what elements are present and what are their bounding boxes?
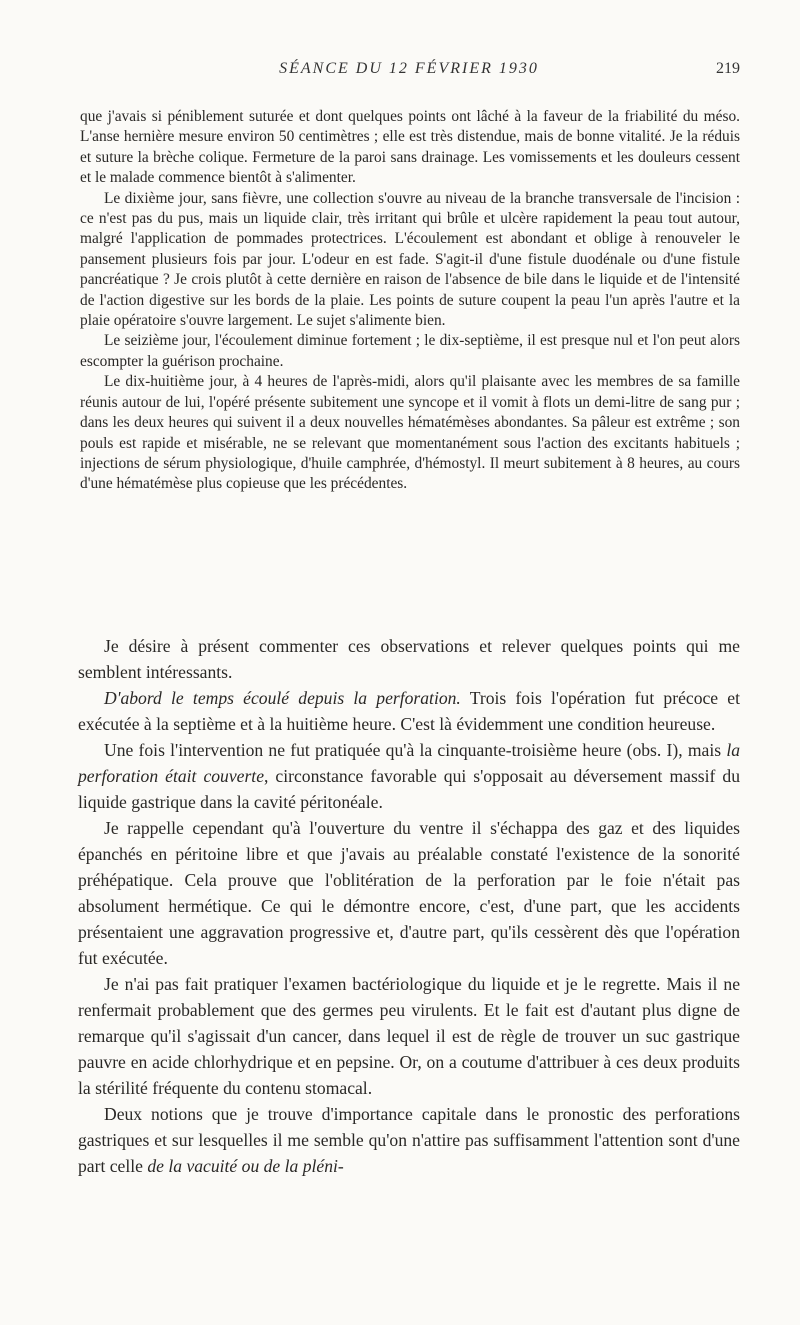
paragraph-text: , circonstance favorable qui s'opposait au déversement massif du liquide gastrique dans la cavité péritonéale. xyxy=(78,766,740,812)
paragraph-eighteenth-day: Le dix-huitième jour, à 4 heures de l'après-midi, alors qu'il plaisante avec les membres de sa famille réunis autour de lui, l'opéré présente subitement une syncope et il vomit à flots un demi-litre de sang pur ; dans les deux heures qui suivent il a deux nouvelles hématémèses abondantes. Sa pâleur est extrême ; son pouls est rapide et misérable, ne se relevant que momentanément sous l'action des excitants habituels ; injections de sérum physiologique, d'huile camphrée, d'hémostyl. Il meurt subitement à 8 heures, au cours d'une hématémèse plus copieuse que les précédentes. xyxy=(80,373,740,493)
italic-phrase: de la vacuité ou de la pléni- xyxy=(147,1156,344,1176)
page-number: 219 xyxy=(716,60,740,77)
commentary-text xyxy=(78,633,740,1179)
running-title: SÉANCE DU 12 FÉVRIER 1930 xyxy=(279,60,539,77)
paragraph-text: Trois fois l'opération fut précoce et exécutée à la septième et à la huitième heure. C'est là évidemment une condition heureuse. xyxy=(78,688,740,734)
paragraph-covered-perforation xyxy=(78,737,740,815)
page-header xyxy=(78,60,740,82)
case-report-text xyxy=(80,107,740,495)
paragraph-intro: Je désire à présent commenter ces observations et relever quelques points qui me semblent intéressants. xyxy=(78,636,740,682)
paragraph-tenth-day: Le dixième jour, sans fièvre, une collection s'ouvre au niveau de la branche transversale de l'incision : ce n'est pas du pus, mais un liquide clair, très irritant qui brûle et ulcère rapidement la peau tout autour, malgré l'application de pommades protectrices. L'écoulement est abondant et oblige à renouveler le pansement plusieurs fois par jour. L'odeur en est fade. S'agit-il d'une fistule duodénale ou d'une fistule pancréatique ? Je crois plutôt à cette dernière en raison de l'absence de bile dans le liquide et de l'intensité de l'action digestive sur les bords de la plaie. Les points de suture coupent la peau l'un après l'autre et la plaie opératoire s'ouvre largement. Le sujet s'alimente bien. xyxy=(80,189,740,330)
paragraph-sixteenth-day: Le seizième jour, l'écoulement diminue fortement ; le dix-septième, il est presque nul et l'on peut alors escompter la guérison prochaine. xyxy=(80,332,740,370)
paragraph-text: Deux notions que je trouve d'importance capitale dans le pronostic des perforations gastriques et sur lesquelles il me semble qu'on n'attire pas suffisamment l'attention sont d'une part celle xyxy=(78,1104,740,1176)
italic-lead: D'abord le temps écoulé depuis la perforation. xyxy=(104,688,461,708)
paragraph-text: Une fois l'intervention ne fut pratiquée qu'à la cinquante-troisième heure (obs. I), mais xyxy=(104,740,727,760)
paragraph-time-elapsed xyxy=(78,685,740,737)
paragraph-prognosis xyxy=(78,1101,740,1179)
paragraph-hermetic: Je rappelle cependant qu'à l'ouverture du ventre il s'échappa des gaz et des liquides épanchés en péritoine libre et que j'avais au préalable constaté l'existence de la sonorité préhépatique. Cela prouve que l'oblitération de la perforation par le foie n'était pas absolument hermétique. Ce qui le démontre encore, c'est, d'une part, que les accidents présentaient une aggravation progressive et, d'autre part, qu'ils cessèrent dès que l'opération fut exécutée. xyxy=(78,818,740,968)
italic-phrase: la perforation était couverte xyxy=(78,740,740,786)
paragraph-continued: que j'avais si péniblement suturée et dont quelques points ont lâché à la faveur de la friabilité du méso. L'anse hernière mesure environ 50 centimètres ; elle est très distendue, mais de bonne vitalité. Je la réduis et suture la brèche colique. Fermeture de la paroi sans drainage. Les vomissements et les douleurs cessent et le malade commence bientôt à s'alimenter. xyxy=(80,108,740,187)
paragraph-bacteriology: Je n'ai pas fait pratiquer l'examen bactériologique du liquide et je le regrette. Mais il ne renfermait probablement que des germes peu virulents. Et le fait est d'autant plus digne de remarque qu'il s'agissait d'un cancer, dans lequel il est de règle de trouver un suc gastrique pauvre en acide chlorhydrique et en pepsine. Or, on a coutume d'attribuer à ces deux produits la stérilité fréquente du contenu stomacal. xyxy=(78,974,740,1098)
